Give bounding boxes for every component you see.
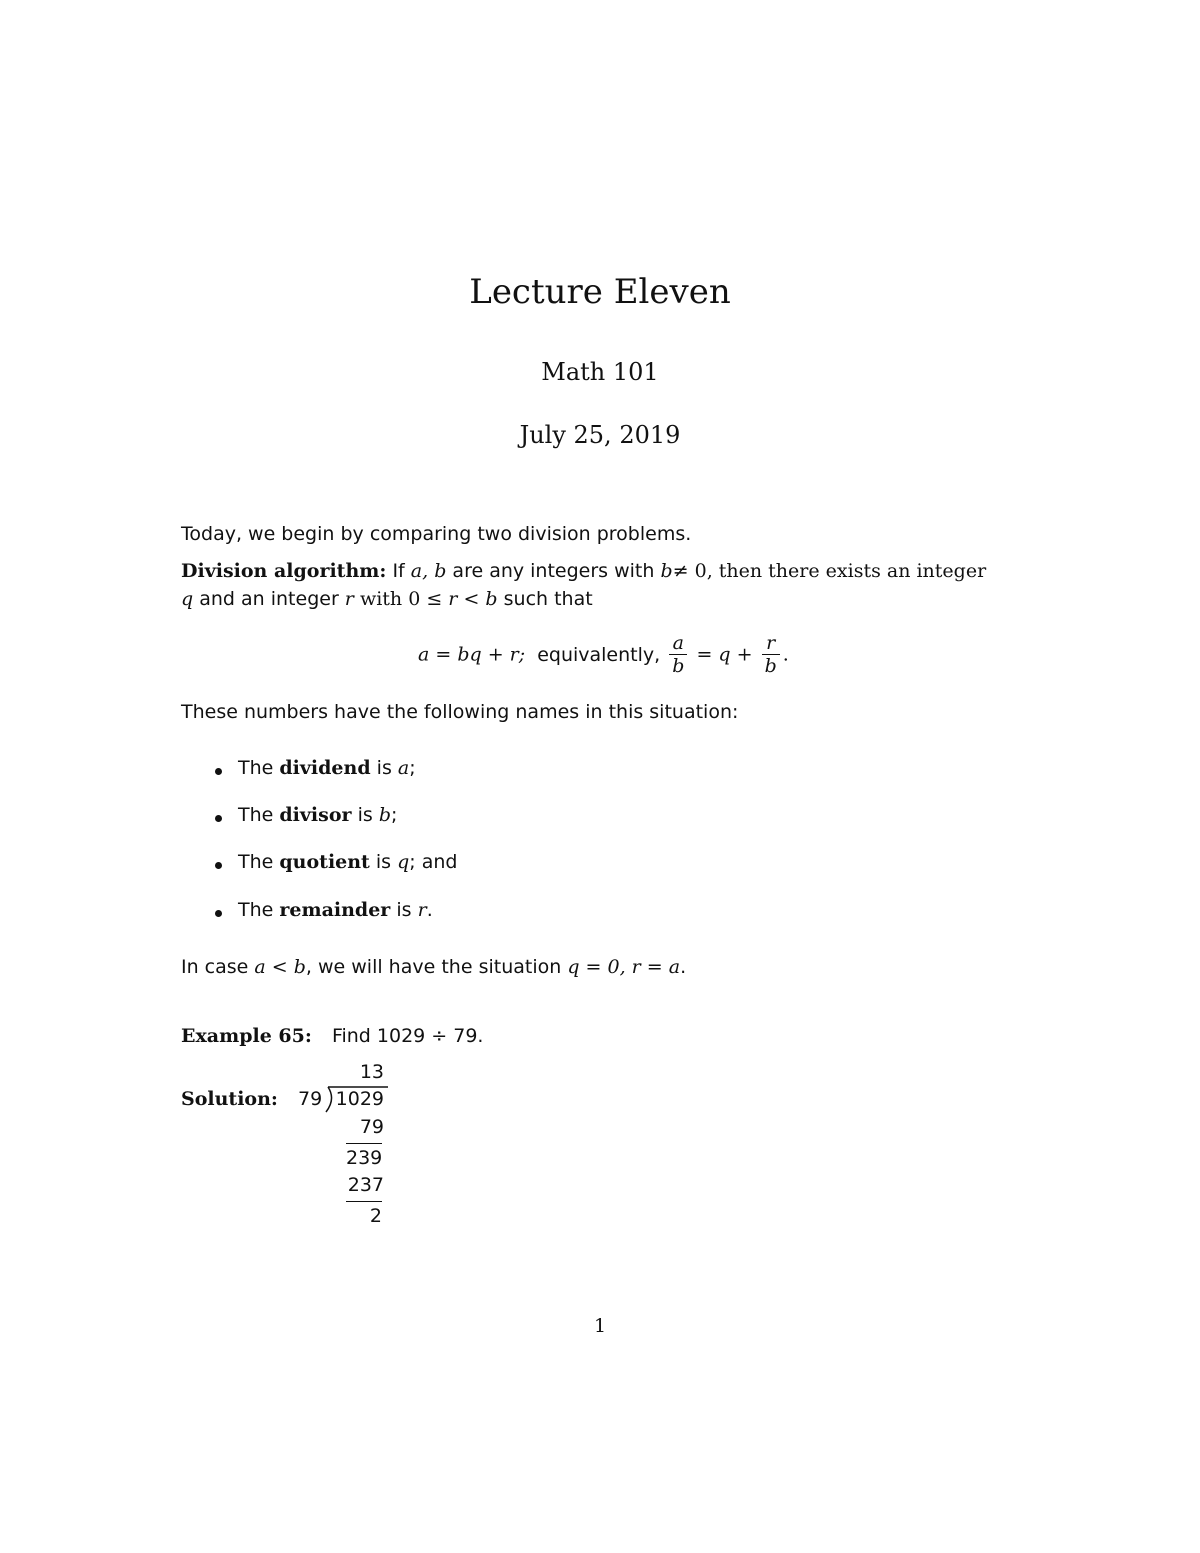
- text-fragment: The: [238, 804, 274, 826]
- text-fragment: is: [396, 899, 412, 921]
- division-algorithm-line-1: [181, 557, 986, 585]
- bullet-icon: [215, 768, 222, 775]
- text-fragment: such that: [503, 588, 593, 610]
- math-result: q = 0, r = a: [567, 956, 681, 978]
- fraction-numerator: r: [762, 632, 780, 655]
- text-fragment: The: [238, 899, 274, 921]
- text-fragment: are any integers with: [452, 560, 655, 582]
- math-var: r: [344, 588, 354, 610]
- page-title: Lecture Eleven: [469, 272, 731, 312]
- example-heading: [181, 1022, 483, 1050]
- text-fragment: If: [392, 560, 405, 582]
- text-fragment: , we will have the situation: [305, 956, 562, 978]
- equation-middle: = q +: [696, 643, 753, 666]
- text-fragment: .: [680, 956, 687, 978]
- equation-word: equivalently,: [537, 643, 661, 666]
- page-number: 1: [593, 1315, 607, 1337]
- example-text: Find 1029 ÷ 79.: [331, 1025, 484, 1047]
- math-var: b: [378, 804, 391, 826]
- math-var: a: [397, 757, 410, 779]
- intro-paragraph: Today, we begin by comparing two division problems.: [181, 523, 692, 545]
- term-name: divisor: [279, 804, 352, 826]
- term-name: remainder: [279, 899, 391, 921]
- text-fragment: The: [238, 757, 274, 779]
- fraction-a-over-b: [669, 632, 687, 677]
- bullet-icon: [215, 910, 222, 917]
- list-item: [238, 754, 416, 782]
- bullet-icon: [215, 862, 222, 869]
- example-label: Example 65:: [181, 1025, 312, 1047]
- fraction-denominator: b: [672, 655, 685, 677]
- math-var: q: [181, 588, 194, 610]
- text-fragment: ;: [390, 804, 398, 826]
- long-division-remainder: 2: [346, 1201, 382, 1231]
- term-name: quotient: [279, 851, 370, 873]
- equation-left: a = bq + r;: [418, 643, 526, 666]
- math-var: b: [485, 588, 498, 610]
- course-name: Math 101: [541, 358, 659, 386]
- math-var: q: [397, 851, 410, 873]
- math-var: r: [448, 588, 458, 610]
- text-fragment: ≠ 0, then there exists an integer: [672, 560, 987, 582]
- math-var: b: [660, 560, 673, 582]
- lecture-date: July 25, 2019: [519, 421, 681, 449]
- list-item: [238, 896, 433, 924]
- text-fragment: The: [238, 851, 274, 873]
- fraction-denominator: b: [764, 655, 777, 677]
- math-var: r: [417, 899, 427, 921]
- math-condition: a < b: [254, 956, 306, 978]
- solution-label: [181, 1085, 278, 1113]
- bullet-icon: [215, 815, 222, 822]
- long-division-step: 239: [346, 1143, 382, 1173]
- text-fragment: is: [375, 851, 392, 873]
- division-algorithm-line-2: [181, 585, 593, 613]
- division-equation: [418, 632, 789, 677]
- solution-label-text: Solution:: [181, 1088, 278, 1110]
- text-fragment: .: [426, 899, 433, 921]
- term-name: dividend: [279, 757, 371, 779]
- text-fragment: is: [376, 757, 392, 779]
- fraction-r-over-b: [762, 632, 780, 677]
- text-fragment: ; and: [409, 851, 458, 873]
- long-division-divisor: 79: [298, 1088, 323, 1110]
- text-fragment: ;: [409, 757, 416, 779]
- equation-end: .: [782, 643, 789, 666]
- long-division-step: 237: [347, 1174, 384, 1196]
- math-op: <: [463, 588, 480, 610]
- text-fragment: and an integer: [199, 588, 339, 610]
- names-intro: These numbers have the following names in this situation:: [181, 701, 739, 723]
- case-line: [181, 953, 686, 981]
- long-division-quotient: 13: [359, 1061, 384, 1083]
- long-division-step: 79: [359, 1116, 384, 1138]
- list-item: [238, 848, 457, 876]
- text-fragment: is: [357, 804, 373, 826]
- text-fragment: In case: [181, 956, 249, 978]
- long-division-dividend: 1029: [335, 1088, 384, 1110]
- math-vars: a, b: [410, 560, 447, 582]
- fraction-numerator: a: [669, 632, 687, 655]
- division-algorithm-label: Division algorithm:: [181, 560, 387, 582]
- text-fragment: with 0 ≤: [359, 588, 443, 610]
- list-item: [238, 801, 397, 829]
